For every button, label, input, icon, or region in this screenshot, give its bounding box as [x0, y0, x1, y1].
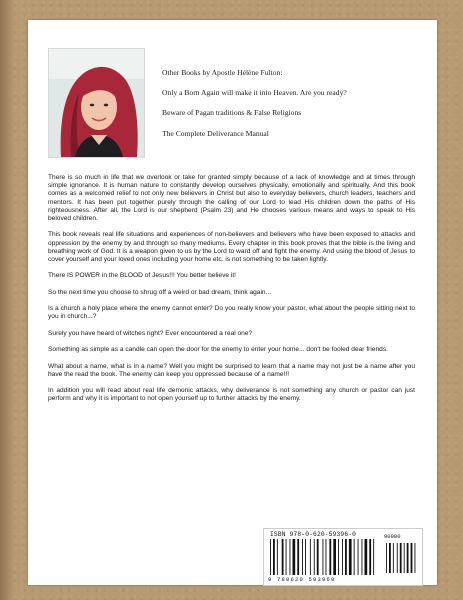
isbn-number: ISBN 978-0-620-59396-0	[270, 531, 357, 538]
book-spine-edge	[0, 0, 14, 600]
blurb-paragraph: This book reveals real life situations and experiences of non-believers and believers who have been exposed to attacks and oppression by the enemy by and through so many mediums. Every chapter in this book proves that the bible is the living and breathing work of God. It is a weapon given to us by the Lord to ward off and fight the enemy. And using the blood of Jesus to cover yourself and your loved ones including your home etc. is not something to be taken lightly.	[48, 231, 415, 264]
blurb-paragraph: There IS POWER in the BLOOD of Jesus!!! You better believe it!	[48, 272, 237, 280]
barcode-bars-icon	[268, 539, 418, 575]
barcode-digits: 9 780620 593960	[268, 576, 336, 583]
author-photo	[48, 48, 145, 158]
other-books-list	[162, 68, 412, 149]
isbn-barcode	[263, 528, 423, 586]
book-title-1: Only a Born Again will make it into Heaven. Are you ready?	[162, 87, 347, 97]
other-books-title: Other Books by Apostle Hélène Fulton:	[162, 68, 283, 77]
book-title-2: Beware of Pagan traditions & False Religions	[162, 108, 302, 117]
author-portrait-icon	[49, 49, 144, 157]
blurb-paragraph: Surely you have heard of witches right? Ever encountered a real one?	[48, 329, 253, 337]
blurb-paragraph: So the next time you choose to shrug off a weird or bad dream, think again...	[48, 288, 272, 296]
blurb-paragraph: Something as simple as a candle can open the door for the enemy to enter your home... don't be fooled dear friends.	[48, 346, 388, 354]
book-title-3: The Complete Deliverance Manual	[162, 128, 269, 138]
blurb-paragraph: Is a church a holy place where the enemy cannot enter? Do you really know your pastor, what about the people sitting next to you in church...?	[48, 305, 415, 321]
back-cover-blurb	[48, 174, 415, 412]
blurb-paragraph: In addition you will read about real life demonic attacks, why deliverance is not something any church or pastor can just perform and why it is important to not open yourself up to further attacks by the enemy.	[48, 387, 415, 403]
blurb-paragraph: There is so much in life that we overlook or take for granted simply because of a lack of knowledge and at times through simple ignorance. It is human nature to constantly develop ourselves physically, emotionally and spiritually. And this book comes as a welcomed relief to not only new believers in Christ but also to everyday believers, church leaders, teachers and mentors. It has been put together purely through the calling of our Lord to lead His children down the paths of His righteousness. After all, the Lord is our shepherd (Psalm 23) and He chooses various means and ways to speak to His beloved children.	[48, 174, 415, 223]
barcode-addon-number: 90000	[384, 533, 401, 540]
blurb-paragraph: What about a name, what is in a name? Well you might be surprised to learn that a name may not just be a name after you have the read the book. The enemy can keep you oppressed because of a name!!!	[48, 362, 415, 378]
